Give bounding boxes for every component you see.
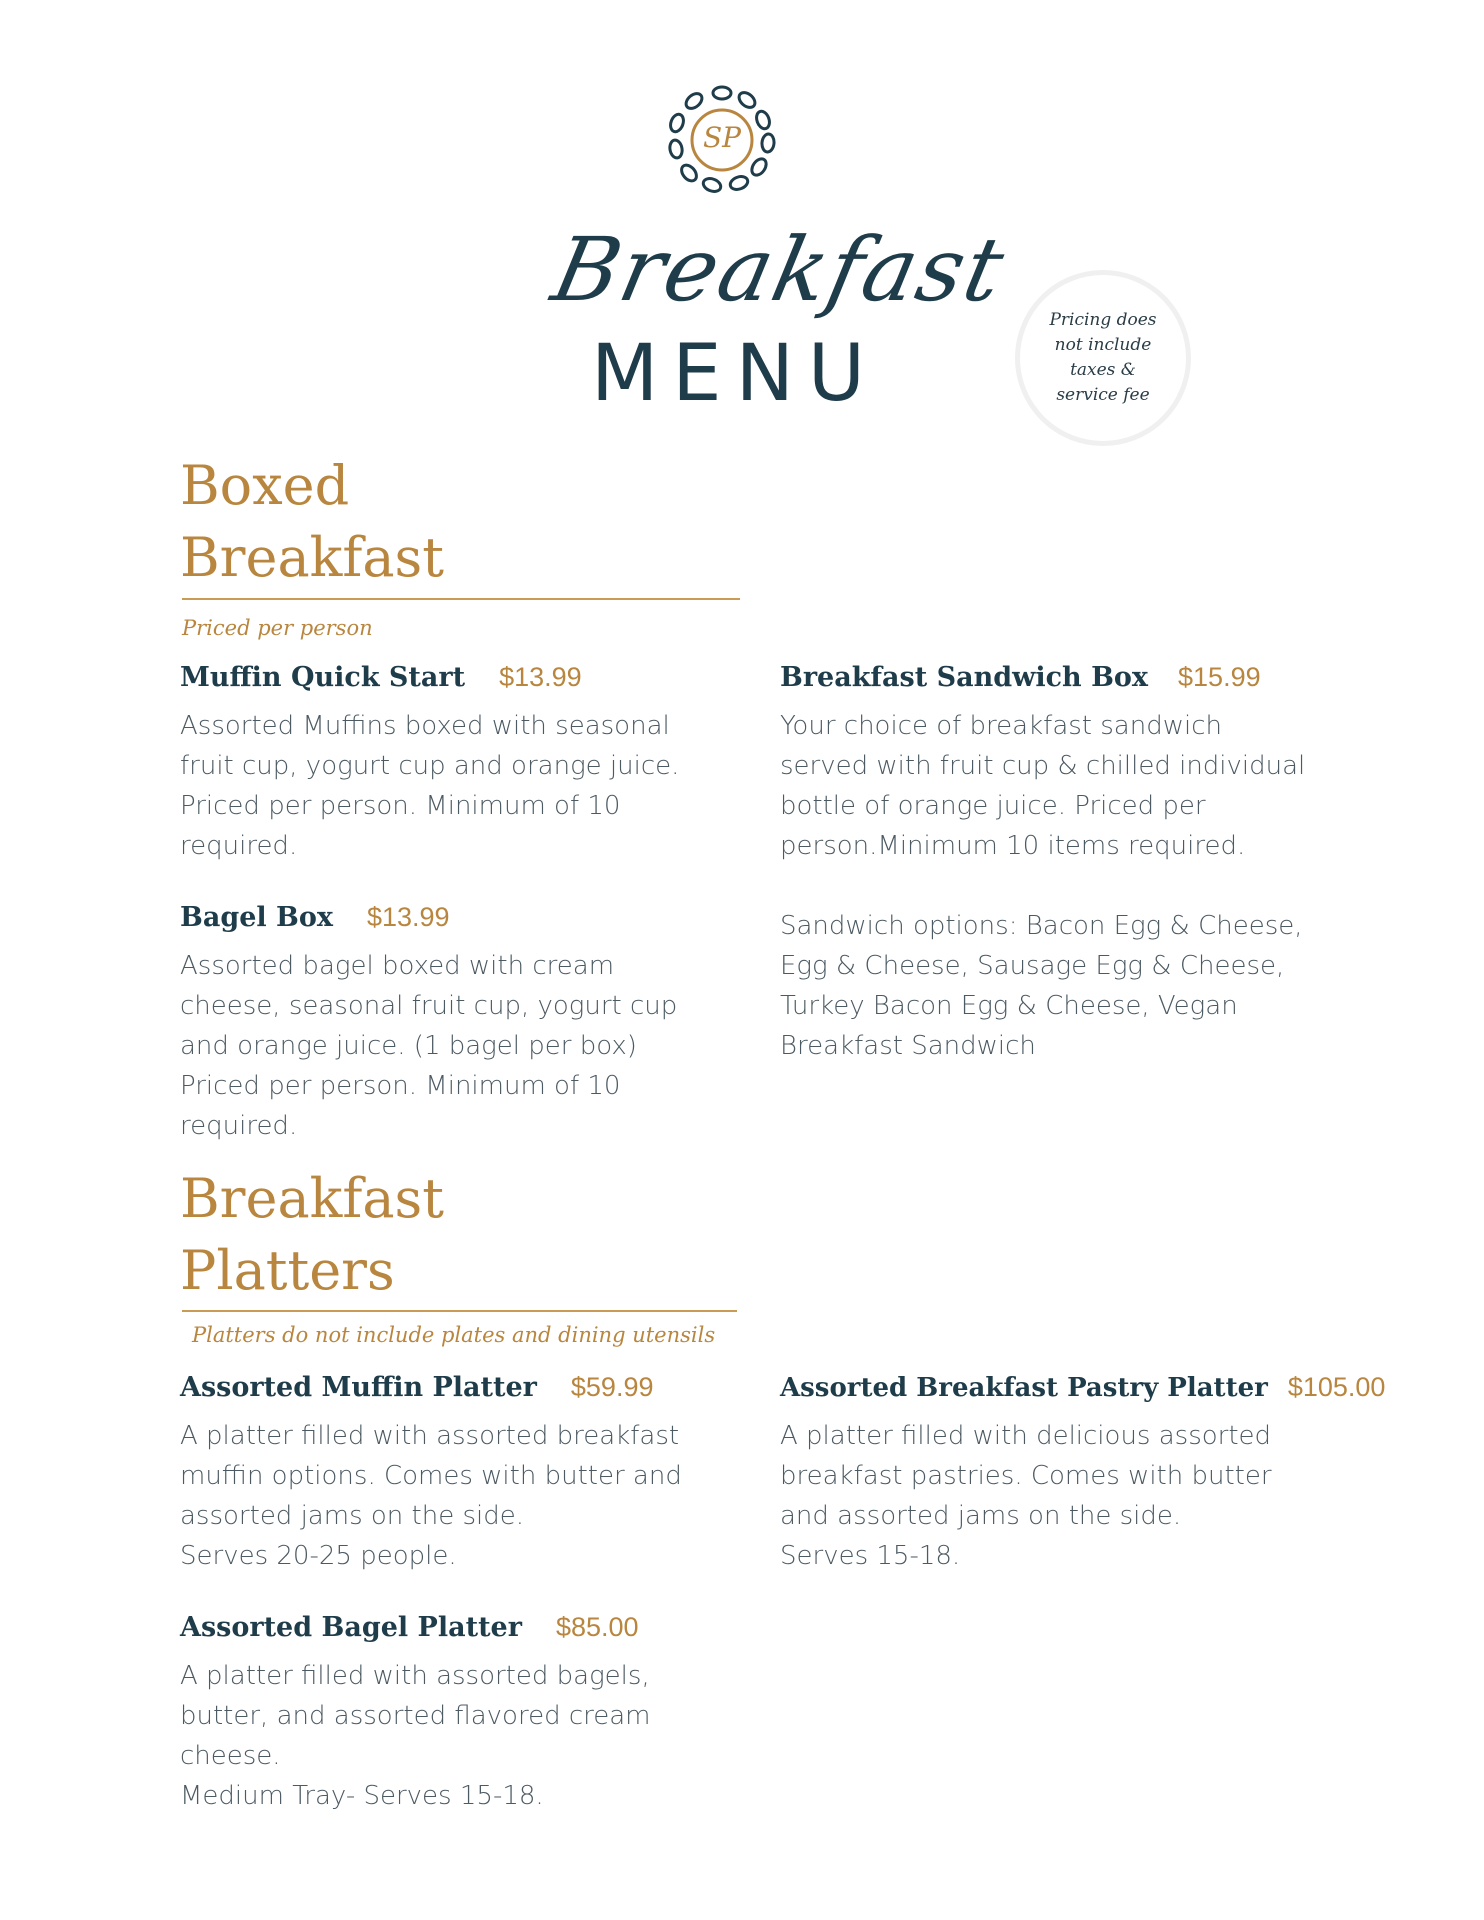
item-price: $13.99 <box>366 902 450 932</box>
item-price: $15.99 <box>1178 662 1261 692</box>
item-description: A platter filled with delicious assorted breakfast pastries. Comes with butter and assorted jams on the side. Serves 15-18. <box>780 1421 1272 1571</box>
item-description: A platter filled with assorted breakfast muffin options. Comes with butter and assorted jams on the side. Serves 20-25 people. <box>180 1421 682 1571</box>
menu-item-assorted-muffin-platter <box>180 1372 740 1576</box>
item-price: $85.00 <box>555 1612 639 1642</box>
menu-item-bagel-box <box>180 902 740 1146</box>
pricing-note-text: Pricing does not include taxes & service fee <box>1049 310 1157 405</box>
menu-item-assorted-breakfast-pastry-platter <box>780 1372 1386 1576</box>
item-name: Assorted Breakfast Pastry Platter <box>780 1373 1268 1403</box>
logo-wreath <box>667 85 777 195</box>
menu-title: MENU <box>590 329 880 419</box>
item-name: Breakfast Sandwich Box <box>780 662 1149 693</box>
section-boxed-breakfast-heading <box>180 450 444 594</box>
section-subtitle: Platters do not include plates and dining utensils <box>192 1323 716 1347</box>
item-name: Assorted Muffin Platter <box>180 1372 537 1403</box>
section-title-line2: Platters <box>180 1239 395 1302</box>
menu-item-breakfast-sandwich-box <box>780 662 1340 1066</box>
item-price: $59.99 <box>570 1372 654 1402</box>
section-title-line1: Breakfast <box>180 1167 444 1230</box>
section-divider <box>182 598 740 600</box>
item-price: $13.99 <box>499 662 582 692</box>
pricing-note-badge <box>1015 270 1191 446</box>
section-title-line1: Boxed <box>180 454 350 517</box>
item-description: Your choice of breakfast sandwich served with fruit cup & chilled individual bottle of orange juice. Priced per person.Minimum 10 items required. Sandwich options: Bacon Egg & Cheese, Egg & Cheese, Sausage Egg & Cheese, Turkey Bacon Egg & Cheese, Vegan Breakfast Sandwich <box>780 711 1306 1061</box>
section-title-line2: Breakfast <box>180 526 444 589</box>
logo-monogram: SP <box>702 121 742 154</box>
section-subtitle: Priced per person <box>182 616 373 640</box>
item-description: Assorted Muffins boxed with seasonal fruit cup, yogurt cup and orange juice. Priced per person. Minimum of 10 required. <box>180 711 680 861</box>
item-name: Assorted Bagel Platter <box>180 1612 522 1643</box>
section-divider <box>182 1310 737 1312</box>
item-price: $105.00 <box>1287 1372 1386 1402</box>
menu-item-muffin-quick-start <box>180 662 740 866</box>
item-description: Assorted bagel boxed with cream cheese, seasonal fruit cup, yogurt cup and orange juice. (1 bagel per box) Priced per person. Minimum of 10 required. <box>180 951 678 1141</box>
item-name: Muffin Quick Start <box>180 662 466 693</box>
script-title-text: Breakfast <box>544 218 1015 321</box>
section-breakfast-platters-heading <box>180 1163 444 1307</box>
item-description: A platter filled with assorted bagels, butter, and assorted flavored cream cheese. Medium Tray- Serves 15-18. <box>180 1661 651 1811</box>
script-title <box>544 215 1015 335</box>
item-name: Bagel Box <box>180 902 333 933</box>
menu-item-assorted-bagel-platter <box>180 1612 740 1816</box>
